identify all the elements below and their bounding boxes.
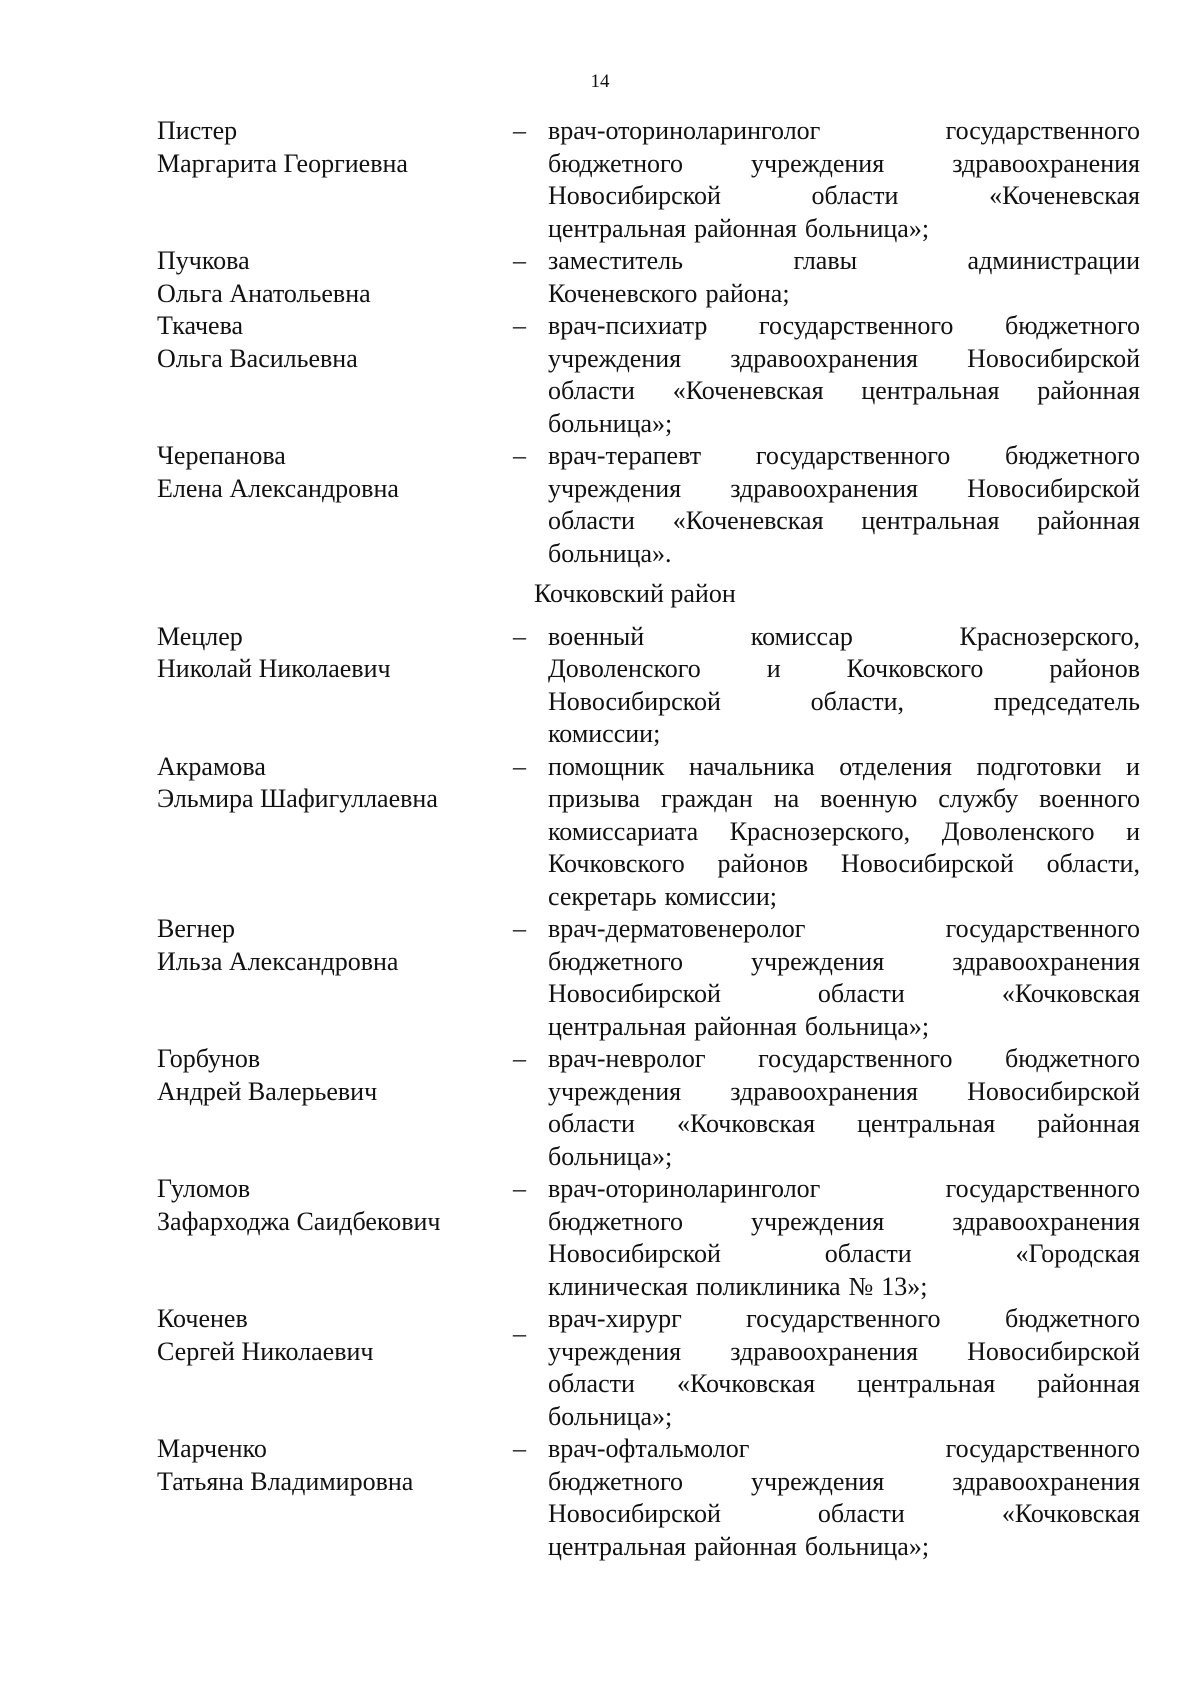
member-position [548, 1173, 1140, 1303]
position-word: бюджетного [548, 946, 684, 976]
member-given-names: Ольга Анатольевна [157, 278, 371, 308]
position-line [548, 148, 1140, 181]
position-word: области [548, 1369, 635, 1398]
member-given-names: Татьяна Владимировна [157, 1466, 414, 1496]
position-word: и [1126, 751, 1140, 781]
position-word: начальника [688, 751, 815, 781]
member-position [548, 751, 1140, 914]
position-word: учреждения [548, 343, 682, 373]
position-word: государственного [945, 1174, 1140, 1203]
position-word: поликлиника [695, 1271, 841, 1301]
position-word: отделения [839, 751, 952, 781]
member-name [157, 751, 513, 816]
position-line [548, 1043, 1140, 1076]
member-surname: Марченко [157, 1434, 267, 1463]
document-body [157, 115, 1140, 1563]
position-line [548, 408, 1140, 441]
position-word: районная [694, 1531, 797, 1561]
position-line [548, 115, 1140, 148]
position-word: бюджетного [1004, 1304, 1140, 1333]
position-word: Новосибирской [548, 1499, 721, 1528]
member-given-names: Андрей Валерьевич [157, 1076, 378, 1106]
position-word: здравоохранения [730, 343, 919, 373]
position-line [548, 653, 1140, 686]
position-word: больница»; [804, 1011, 930, 1041]
member-surname: Ткачева [157, 311, 244, 340]
member-position [548, 621, 1140, 751]
dash-separator: _ [513, 1310, 526, 1339]
dash-separator: – [513, 1174, 526, 1203]
position-line [548, 1336, 1140, 1369]
position-word: области [817, 979, 905, 1008]
member-entry [157, 751, 1140, 914]
position-line [548, 245, 1140, 278]
member-surname: Гуломов [157, 1174, 251, 1203]
member-position [548, 1043, 1140, 1173]
member-given-names: Ольга Васильевна [157, 343, 358, 373]
member-surname: Горбунов [157, 1044, 261, 1073]
position-word: центральная [548, 1531, 687, 1561]
position-word: государственного [945, 914, 1140, 943]
position-word: Новосибирской [967, 473, 1140, 503]
section-heading: Кочковский район [534, 579, 736, 608]
dash-separator: – [513, 246, 526, 275]
position-word: больница»; [804, 1531, 930, 1561]
position-word: главы [793, 246, 858, 275]
dash-separator: – [513, 116, 526, 145]
member-name [157, 245, 513, 310]
position-word: области [811, 181, 899, 210]
position-word: районная [1037, 1369, 1140, 1398]
position-line [548, 783, 1140, 816]
position-line [548, 1303, 1140, 1336]
member-given-names: Эльмира Шафигуллаевна [157, 784, 438, 813]
position-word: «Коченевская [989, 181, 1140, 210]
position-line [548, 375, 1140, 408]
position-line [548, 913, 1140, 946]
position-word: помощник [548, 751, 665, 781]
position-word: здравоохранения [730, 1336, 919, 1366]
position-word: района; [705, 278, 790, 308]
position-word: комиссии; [548, 719, 661, 748]
position-word: врач-оториноларинголог [548, 116, 821, 145]
position-word: больница»; [804, 213, 930, 243]
position-word: государственного [758, 1044, 953, 1073]
position-word: учреждения [548, 1076, 682, 1106]
position-line [548, 1531, 1140, 1564]
position-word: области [817, 1499, 905, 1528]
position-word: «Кочковская [676, 1369, 816, 1398]
position-word: бюджетного [1004, 441, 1140, 470]
position-word: и [1126, 816, 1140, 846]
member-name [157, 310, 513, 375]
dash-separator: – [513, 751, 526, 781]
position-word: врач-хирург [548, 1304, 682, 1333]
position-line [548, 978, 1140, 1011]
position-word: здравоохранения [730, 1076, 919, 1106]
position-word: Новосибирской [548, 979, 721, 1008]
position-word: центральная [861, 376, 1000, 405]
position-line [548, 1206, 1140, 1239]
position-line [548, 473, 1140, 506]
position-word: врач-психиатр [548, 311, 708, 340]
member-given-names: Николай Николаевич [157, 654, 391, 683]
position-word: государственного [945, 1434, 1140, 1463]
position-word: бюджетного [548, 1206, 684, 1236]
position-word: Краснозерского, [729, 816, 911, 846]
position-word: области [548, 506, 635, 535]
position-word: «Коченевская [672, 376, 824, 405]
member-given-names: Ильза Александровна [157, 946, 399, 976]
position-word: здравоохранения [730, 473, 919, 503]
position-word: учреждения [751, 1206, 885, 1236]
position-word: Краснозерского, [959, 621, 1140, 651]
position-line [548, 751, 1140, 784]
member-name [157, 1043, 513, 1108]
member-given-names: Елена Александровна [157, 473, 399, 503]
position-line [548, 1011, 1140, 1044]
position-word: районная [1037, 506, 1140, 535]
position-line [548, 718, 1140, 751]
position-line [548, 310, 1140, 343]
member-position [548, 1433, 1140, 1563]
position-word: бюджетного [1004, 1044, 1140, 1073]
member-surname: Мецлер [157, 621, 243, 651]
position-word: районов [1049, 654, 1140, 683]
position-word: председатель [993, 686, 1140, 716]
position-line [548, 1401, 1140, 1434]
position-word: комиссии; [664, 881, 777, 911]
member-surname: Акрамова [157, 751, 266, 781]
position-word: администрации [967, 246, 1140, 275]
position-word: клиническая [548, 1271, 688, 1301]
position-word: центральная [861, 506, 1000, 535]
position-word: районов [717, 849, 809, 878]
position-word: больница». [548, 538, 672, 568]
position-line [548, 1141, 1140, 1174]
position-word: Новосибирской [548, 181, 721, 210]
position-word: учреждения [751, 946, 885, 976]
position-word: здравоохранения [952, 148, 1140, 178]
dash-separator: – [513, 1044, 526, 1073]
position-word: на [773, 784, 800, 813]
position-word: центральная [857, 1109, 996, 1138]
position-word: врач-невролог [548, 1044, 706, 1073]
member-position [548, 440, 1140, 570]
position-word: военную [820, 784, 918, 813]
member-surname: Пистер [157, 116, 238, 145]
position-line [548, 848, 1140, 881]
position-word: Новосибирской [967, 343, 1140, 373]
position-line [548, 1238, 1140, 1271]
member-name [157, 440, 513, 505]
position-word: заместитель [548, 246, 684, 275]
position-word: «Кочковская [1001, 1499, 1140, 1528]
position-word: здравоохранения [952, 1466, 1140, 1496]
position-word: бюджетного [548, 148, 684, 178]
member-entry [157, 1303, 1140, 1433]
dash-separator: – [513, 311, 526, 340]
position-word: области, [810, 686, 905, 716]
member-name [157, 913, 513, 978]
position-word: районная [1037, 376, 1140, 405]
member-surname: Черепанова [157, 441, 286, 470]
position-word: врач-офтальмолог [548, 1434, 750, 1463]
position-word: комиссариата [548, 816, 699, 846]
member-entry [157, 310, 1140, 440]
position-word: секретарь [548, 881, 657, 911]
position-word: учреждения [751, 148, 885, 178]
member-position [548, 1303, 1140, 1433]
position-word: службу [938, 784, 1019, 813]
member-name [157, 1433, 513, 1498]
member-position [548, 913, 1140, 1043]
dash-separator: – [513, 1434, 526, 1463]
member-entry [157, 440, 1140, 570]
position-word: «Коченевская [672, 506, 824, 535]
position-line [548, 538, 1140, 571]
position-word: центральная [548, 213, 687, 243]
member-given-names: Маргарита Георгиевна [157, 148, 408, 178]
position-word: Доволенского [941, 816, 1095, 846]
position-word: области [824, 1239, 912, 1268]
member-entry [157, 1043, 1140, 1173]
position-line [548, 1498, 1140, 1531]
position-word: области [548, 1109, 635, 1138]
position-word: центральная [857, 1369, 996, 1398]
position-word: «Кочковская [676, 1109, 816, 1138]
position-word: учреждения [548, 473, 682, 503]
member-name [157, 115, 513, 180]
member-entry [157, 1433, 1140, 1563]
position-line [548, 1076, 1140, 1109]
position-word: больница»; [548, 1141, 673, 1171]
position-line [548, 1173, 1140, 1206]
position-word: учреждения [548, 1336, 682, 1366]
member-position [548, 245, 1140, 310]
member-surname: Пучкова [157, 246, 250, 275]
position-line [548, 1433, 1140, 1466]
position-word: государственного [746, 1304, 941, 1333]
position-word: Новосибирской [967, 1336, 1140, 1366]
position-line [548, 213, 1140, 246]
position-word: врач-терапевт [548, 441, 702, 470]
position-word: призыва [548, 784, 641, 813]
member-name [157, 621, 513, 686]
position-word: и [766, 654, 781, 683]
member-entry [157, 1173, 1140, 1303]
position-line [548, 1108, 1140, 1141]
position-word: районная [1037, 1109, 1140, 1138]
position-line [548, 440, 1140, 473]
member-position [548, 115, 1140, 245]
dash-separator: – [513, 914, 526, 943]
position-word: Коченевского [548, 278, 698, 308]
position-line [548, 180, 1140, 213]
member-name [157, 1173, 513, 1238]
position-word: районная [694, 213, 797, 243]
position-line [548, 621, 1140, 654]
member-name [157, 1303, 513, 1368]
position-word: государственного [755, 441, 951, 470]
position-word: военный [548, 621, 645, 651]
member-given-names: Зафарходжа Саидбекович [157, 1206, 441, 1236]
position-word: Кочковского [846, 654, 984, 683]
position-line [548, 343, 1140, 376]
member-entry [157, 913, 1140, 1043]
position-word: здравоохранения [952, 946, 1140, 976]
position-word: военного [1039, 784, 1140, 813]
member-surname: Вегнер [157, 914, 235, 943]
position-word: больница»; [548, 408, 673, 438]
position-word: области, [1046, 849, 1140, 878]
position-line [548, 1466, 1140, 1499]
member-position [548, 310, 1140, 440]
position-word: подготовки [976, 751, 1102, 781]
position-word: больница»; [548, 1401, 673, 1431]
member-surname: Коченев [157, 1304, 248, 1333]
position-line [548, 881, 1140, 914]
position-word: государственного [945, 116, 1140, 145]
position-word: «Кочковская [1001, 979, 1140, 1008]
member-entry [157, 245, 1140, 310]
position-word: Доволенского [548, 654, 701, 683]
dash-separator: – [513, 621, 526, 651]
position-line [548, 1271, 1140, 1304]
position-word: комиссар [750, 621, 853, 651]
position-word: бюджетного [548, 1466, 684, 1496]
position-word: граждан [660, 784, 753, 813]
position-line [548, 816, 1140, 849]
position-word: здравоохранения [952, 1206, 1140, 1236]
position-word: учреждения [751, 1466, 885, 1496]
member-given-names: Сергей Николаевич [157, 1336, 374, 1366]
position-word: бюджетного [1004, 311, 1140, 340]
position-word: № [848, 1271, 874, 1301]
position-word: Новосибирской [548, 1239, 721, 1268]
member-entry [157, 115, 1140, 245]
position-word: 13»; [881, 1271, 928, 1301]
position-word: Новосибирской [548, 686, 721, 716]
position-word: врач-дерматовенеролог [548, 914, 806, 943]
member-entry [157, 621, 1140, 751]
position-word: врач-оториноларинголог [548, 1174, 821, 1203]
position-word: районная [694, 1011, 797, 1041]
position-word: Новосибирской [967, 1076, 1140, 1106]
position-word: Кочковского [548, 849, 685, 878]
position-line [548, 686, 1140, 719]
position-line [548, 946, 1140, 979]
position-line [548, 278, 1140, 311]
position-word: Новосибирской [840, 849, 1014, 878]
position-word: центральная [548, 1011, 687, 1041]
position-word: «Городская [1015, 1239, 1140, 1268]
position-line [548, 1368, 1140, 1401]
position-word: области [548, 376, 635, 405]
dash-separator: – [513, 441, 526, 470]
position-word: государственного [758, 311, 954, 340]
position-line [548, 505, 1140, 538]
page-number: 14 [590, 71, 610, 92]
